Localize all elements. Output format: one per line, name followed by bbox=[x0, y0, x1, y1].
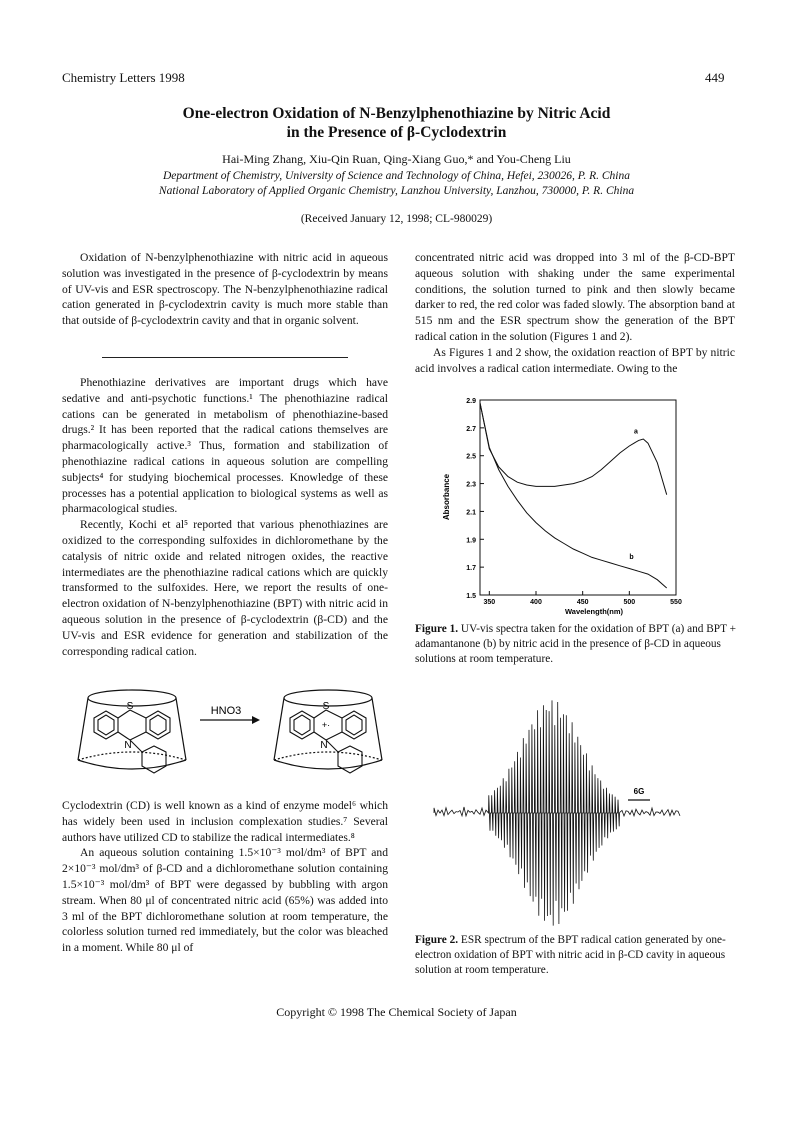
x-axis-ticks bbox=[483, 591, 681, 606]
x-tick-label: 350 bbox=[483, 599, 496, 606]
y-tick-label: 1.9 bbox=[466, 537, 476, 545]
bpt-left-molecule-icon bbox=[94, 710, 170, 773]
x-tick-label: 450 bbox=[576, 599, 589, 606]
figure2-label: Figure 2. bbox=[415, 934, 459, 946]
paragraph-intro: Phenothiazine derivatives are important drugs which have sedative and anti-psychotic functions.¹ The phenothiazine radical cations can be generated in metabolism of phenothiazine-based drugs.² It has been reported that the radical cations themselves are pharmacologically active.³ Thus, formation and stabilization of phenothiazine radical cations in aqueous solution are compelling subjects⁴ for studying biochemical processes. Knowledge of these processes has a potential application to biological systems as well as pharmacological studies. bbox=[62, 376, 388, 516]
left-column-body bbox=[62, 375, 388, 659]
chart-series bbox=[480, 403, 667, 588]
chart-axes bbox=[480, 400, 676, 595]
y-axis-ticks bbox=[466, 398, 484, 600]
y-tick-label: 2.7 bbox=[466, 425, 476, 433]
y-tick-label: 2.3 bbox=[466, 481, 476, 489]
x-tick-label: 500 bbox=[623, 599, 636, 606]
figure2-caption-text: ESR spectrum of the BPT radical cation generated by one-electron oxidation of BPT with nitric acid in β-CD cavity in aqueous solution at room temperature. bbox=[415, 934, 726, 976]
figure1-caption-text: UV-vis spectra taken for the oxidation of BPT (a) and BPT + adamantanone (b) by nitric acid in the presence of β-CD in aqueous solutions at room temperature. bbox=[415, 623, 736, 665]
x-axis-label: Wavelength(nm) bbox=[564, 607, 624, 616]
figure1-uv-vis-chart bbox=[440, 392, 710, 618]
y-tick-label: 2.5 bbox=[466, 453, 476, 461]
figure1-caption bbox=[415, 622, 740, 667]
paragraph-figures: As Figures 1 and 2 show, the oxidation reaction of BPT by nitric acid involves a radical cation intermediate. Owing to the bbox=[415, 345, 735, 375]
series-a-label: a bbox=[634, 428, 638, 436]
abstract bbox=[62, 250, 388, 329]
y-tick-label: 1.7 bbox=[466, 565, 476, 573]
page-number: 449 bbox=[705, 70, 725, 85]
left-column-body-2 bbox=[62, 798, 388, 956]
separator-line bbox=[102, 357, 348, 358]
paper-title-line1: One-electron Oxidation of N-Benzylphenothiazine by Nitric Acid bbox=[182, 105, 611, 122]
series-b-label: b bbox=[629, 553, 634, 561]
paragraph-continued: concentrated nitric acid was dropped into 3 ml of the β-CD-BPT aqueous solution with shaking under the same experimental conditions, the solution turned to pink and then slowly became darker to red, the red color was faded slowly. The absorption band at 515 nm and the ESR spectrum show the generation of the BPT radical cation in the solution (Figures 1 and 2). bbox=[415, 251, 735, 343]
author-list: Hai-Ming Zhang, Xiu-Qin Ruan, Qing-Xiang Guo,* and You-Cheng Liu bbox=[222, 152, 571, 166]
sulfur-label-right: S bbox=[322, 701, 330, 712]
y-axis-label: Absorbance bbox=[442, 473, 451, 521]
received-date: (Received January 12, 1998; CL-980029) bbox=[300, 213, 493, 225]
paragraph-kochi: Recently, Kochi et al⁵ reported that various phenothiazines are oxidized to the corresponding sulfoxides in dichloromethane by the catalysis of nitric oxide and related nitrogen oxides, the reactive intermediates are the phenothiazine radical cations which are quickly transformed to the sulfoxides. Here, we report the results of one-electron oxidation of N-benzylphenothiazine (BPT) with nitric acid in aqueous solution in the presence of β-cyclodextrin (β-CD) and the UV-vis and ESR evidence for generation and stabilization of the corresponding radical cation. bbox=[62, 518, 388, 658]
paper-title-line2: in the Presence of β-Cyclodextrin bbox=[286, 124, 507, 141]
nitrogen-label-left: N bbox=[124, 740, 132, 751]
x-tick-label: 400 bbox=[530, 599, 542, 606]
arrow-head-icon bbox=[252, 716, 260, 724]
affiliation-1: Department of Chemistry, University of Science and Technology of China, Hefei, 230026, P. R. China bbox=[163, 170, 630, 182]
affiliation-2: National Laboratory of Applied Organic Chemistry, Lanzhou University, Lanzhou, 730000, P. R. China bbox=[158, 185, 635, 197]
x-tick-label: 550 bbox=[670, 599, 682, 606]
reagent-label: HNO3 bbox=[210, 705, 242, 717]
y-tick-label: 1.5 bbox=[466, 593, 476, 600]
reaction-scheme bbox=[72, 680, 392, 788]
nitrogen-label-right: N bbox=[320, 740, 328, 751]
plot-frame bbox=[480, 400, 676, 595]
series-a-line bbox=[480, 403, 667, 495]
paragraph-experiment: An aqueous solution containing 1.5×10⁻³ mol/dm³ of BPT and 2×10⁻³ mol/dm³ of β-CD and a dichloromethane solution containing 1.5×10⁻³ mol/dm³ of BPT were degassed by bubbling with argon stream. When 80 μl of concentrated nitric acid (65%) was added into 3 ml of the BPT dichloromethane solution at room temperature, the colorless solution turned red immediately, but the color was bleached in a moment. While 80 μl of bbox=[62, 846, 388, 955]
y-tick-label: 2.9 bbox=[466, 398, 476, 405]
y-tick-label: 2.1 bbox=[466, 509, 476, 517]
journal-name: Chemistry Letters 1998 bbox=[62, 70, 185, 85]
figure1-label: Figure 1. bbox=[415, 623, 459, 635]
scale-label: 6G bbox=[633, 787, 645, 796]
right-column-body bbox=[415, 250, 735, 376]
figure2-caption bbox=[415, 933, 740, 978]
paragraph-cyclodextrin: Cyclodextrin (CD) is well known as a kind of enzyme model⁶ which has widely been used in inclusion complexation studies.⁷ Several authors have utilized CD to stabilize the radical intermediates.⁸ bbox=[62, 799, 388, 844]
esr-trace bbox=[434, 700, 680, 925]
radical-plus-label: +· bbox=[321, 720, 331, 730]
sulfur-label-left: S bbox=[126, 701, 134, 712]
figure2-esr-spectrum bbox=[428, 688, 688, 930]
abstract-text: Oxidation of N-benzylphenothiazine with nitric acid in aqueous solution was investigated in the presence of β-cyclodextrin by means of UV-vis and ESR spectroscopy. The N-benzylphenothiazine radical cation generated in β-cyclodextrin cavity is much more stable than that outside of β-cyclodextrin cavity and that in organic solvent. bbox=[62, 251, 388, 328]
copyright-notice: Copyright © 1998 The Chemical Society of Japan bbox=[276, 1005, 517, 1019]
series-b-line bbox=[480, 403, 667, 588]
